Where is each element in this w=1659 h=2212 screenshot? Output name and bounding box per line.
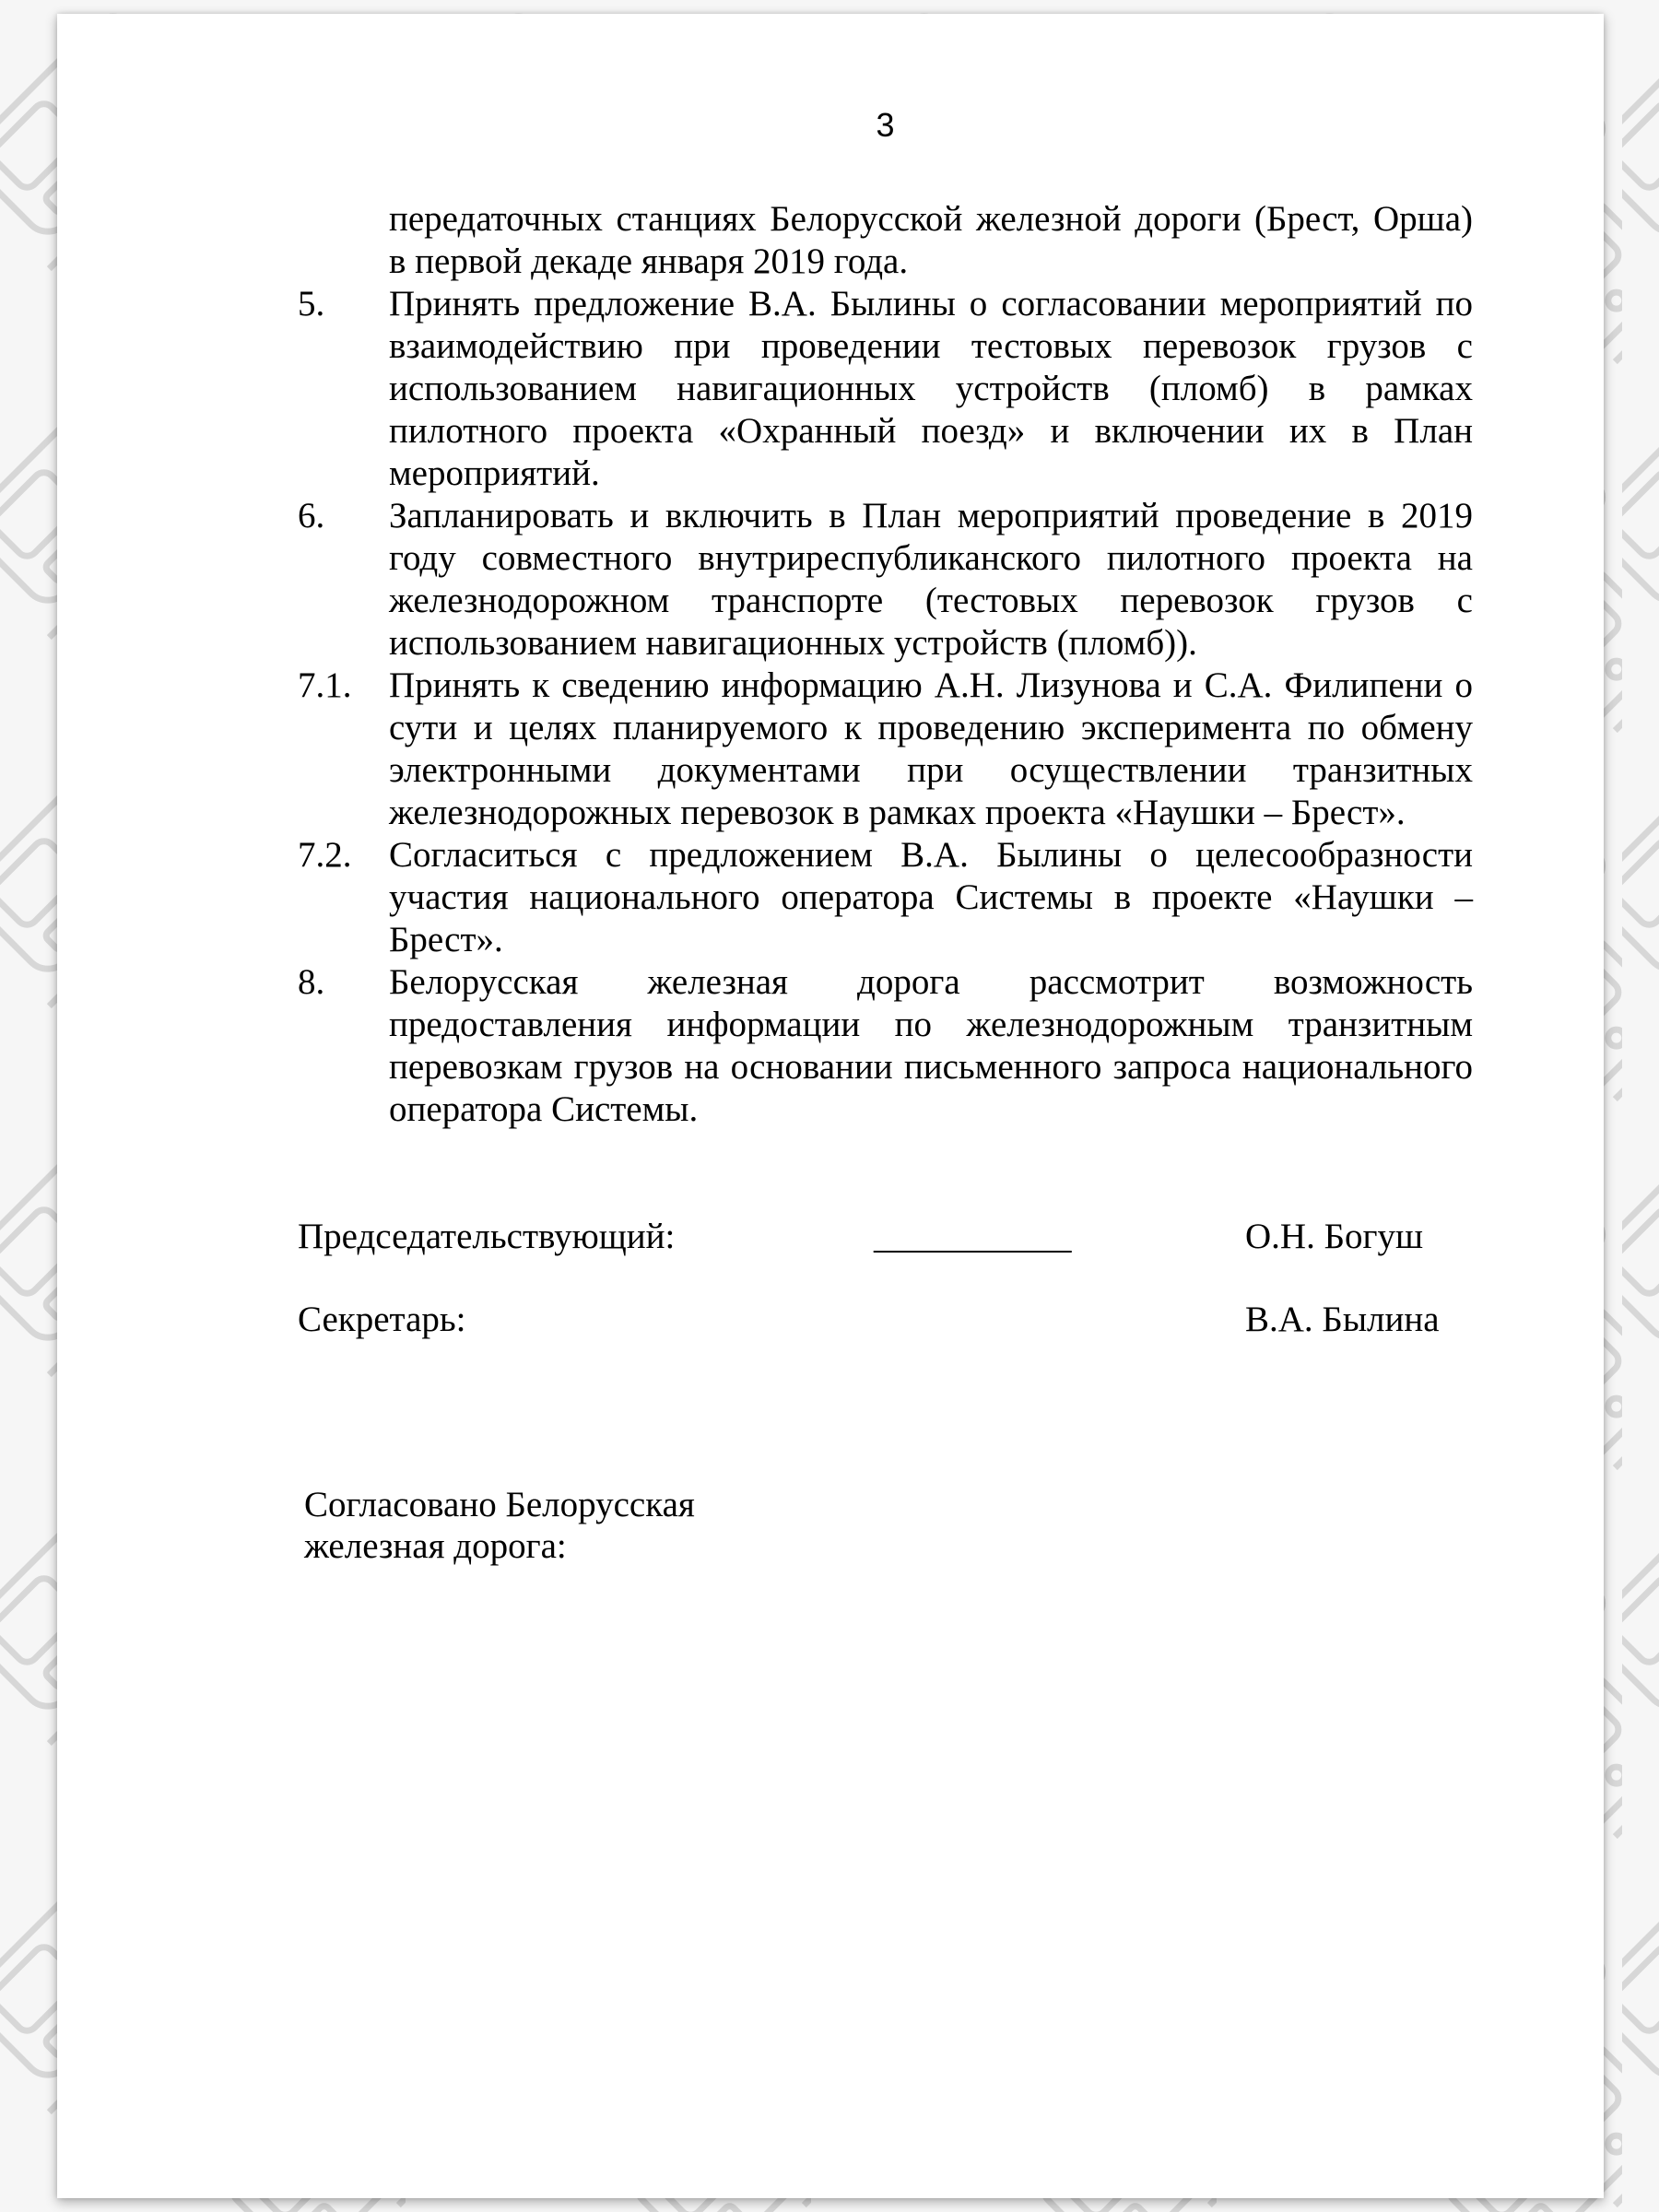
- body-line: 6. Запланировать и включить в План мероприятий проведение в 2019: [298, 496, 1473, 535]
- body-text: [298, 198, 1473, 1131]
- item-number: 7.1.: [298, 665, 352, 705]
- page-number: 3: [876, 106, 895, 144]
- chair-label: Председательствующий:: [298, 1217, 676, 1256]
- body-line: передаточных станциях Белорусской железной дороги (Брест, Орша): [389, 199, 1473, 239]
- secretary-signature-row: [298, 1299, 1473, 1341]
- body-line: взаимодействию при проведении тестовых перевозок грузов с: [389, 326, 1473, 366]
- body-line: мероприятий.: [389, 453, 600, 493]
- item-number: 8.: [298, 962, 325, 1002]
- signature-line: ___________: [874, 1217, 1072, 1256]
- body-line: 5. Принять предложение В.А. Былины о согласовании мероприятий по: [298, 284, 1473, 324]
- body-line: железнодорожных перевозок в рамках проекта «Наушки – Брест».: [389, 793, 1406, 832]
- body-line: использованием навигационных устройств (пломб) в рамках: [389, 369, 1473, 408]
- body-line: участия национального оператора Системы в проекте «Наушки –: [389, 877, 1473, 917]
- chair-name: О.Н. Богуш: [1245, 1217, 1424, 1256]
- body-line: пилотного проекта «Охранный поезд» и включении их в План: [389, 411, 1473, 451]
- approval-line: железная дорога:: [304, 1526, 567, 1566]
- secretary-label: Секретарь:: [298, 1300, 466, 1339]
- body-line: оператора Системы.: [389, 1089, 699, 1129]
- body-line: году совместного внутриреспубликанского пилотного проекта на: [389, 538, 1473, 578]
- body-line: 8. Белорусская железная дорога рассмотрит возможность: [298, 962, 1473, 1002]
- body-line: Брест».: [389, 920, 503, 959]
- document-page: [57, 14, 1604, 2198]
- body-line: использованием навигационных устройств (пломб)).: [389, 623, 1197, 663]
- secretary-name: В.А. Былина: [1245, 1300, 1440, 1339]
- body-line: железнодорожном транспорте (тестовых перевозок грузов с: [389, 581, 1473, 620]
- text-column: [298, 14, 1473, 1567]
- body-line: предоставления информации по железнодорожным транзитным: [389, 1005, 1473, 1044]
- item-number: 7.2.: [298, 835, 352, 875]
- approval-line: Согласовано Белорусская: [304, 1485, 695, 1524]
- body-line: 7.1. Принять к сведению информацию А.Н. Лизунова и С.А. Филипени о: [298, 665, 1473, 705]
- item-number: 5.: [298, 284, 325, 324]
- signature-block: [298, 1216, 1473, 1341]
- item-number: 6.: [298, 496, 325, 535]
- chair-signature-row: [298, 1216, 1473, 1258]
- body-line: 7.2. Согласиться с предложением В.А. Былины о целесообразности: [298, 835, 1473, 875]
- body-line: в первой декаде января 2019 года.: [389, 241, 909, 281]
- body-line: электронными документами при осуществлении транзитных: [389, 750, 1473, 790]
- approval-block: [304, 1484, 1473, 1567]
- body-line: перевозкам грузов на основании письменного запроса национального: [389, 1047, 1473, 1087]
- body-line: сути и целях планируемого к проведению эксперимента по обмену: [389, 708, 1473, 747]
